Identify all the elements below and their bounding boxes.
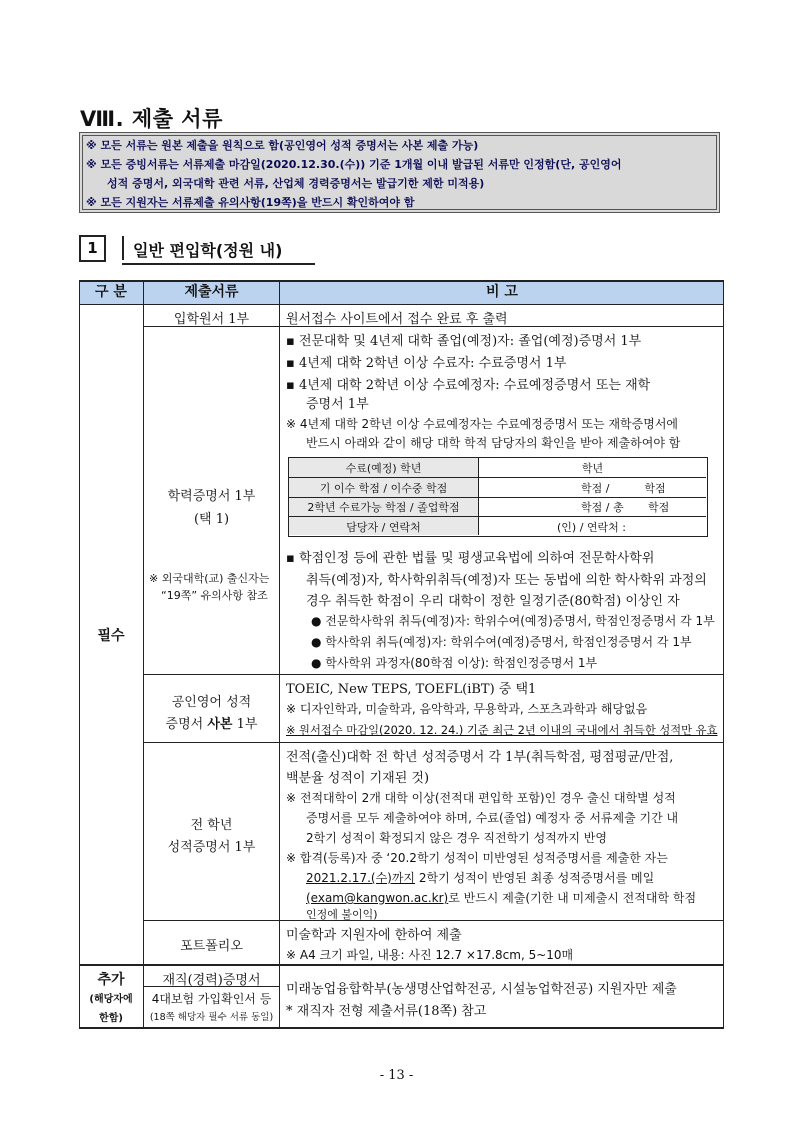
doc-english: 공인영어 성적 <box>171 695 252 710</box>
remark-application: 원서접수 사이트에서 접수 완료 후 출력 <box>286 312 508 327</box>
accredit-line: ▪ 학점인정 등에 관한 법률 및 평생교육법에 의하여 전문학사학위 <box>286 551 655 566</box>
doc-application: 입학원서 1부 <box>173 312 250 327</box>
transcript-email-link[interactable]: (exam@kangwon.ac.kr) <box>306 891 449 905</box>
table-border-left <box>79 280 80 1029</box>
credit-row-divider <box>289 516 478 517</box>
notice-line: ※ 모든 지원자는 서류제출 유의사항(19쪽)을 반드시 확인하여야 함 <box>86 196 415 209</box>
notice-line: ※ 모든 서류는 원본 제출을 원칙으로 함(공인영어 성적 증명서는 사본 제출 가능) <box>86 139 479 152</box>
credit-label: 2학년 수료가능 학점 / 졸업학점 <box>307 501 460 514</box>
transcript-line: 2학기 성적이 확정되지 않은 경우 직전학기 성적까지 반영 <box>306 831 607 845</box>
credit-value: 학년 <box>581 462 604 475</box>
accredit-line: 취득(예정)자, 학사학위취득(예정)자 또는 동법에 의한 학사학위 과정의 <box>306 573 707 588</box>
transcript-line: 증명서를 모두 제출하여야 하며, 수료(졸업) 예정자 중 서류제출 기간 내 <box>306 811 679 825</box>
transcript-line: ※ 합격(등록)자 중 ‘20.2학기 성적이 미반영된 성적증명서를 제출한 자는 <box>286 851 668 865</box>
transcript-line: 인정에 불이익) <box>306 908 378 921</box>
additional-remark: * 재직자 전형 제출서류(18쪽) 참고 <box>286 1004 487 1019</box>
english-remark: ※ 원서접수 마감일(2020. 12. 24.) 기준 최근 2년 이내의 국내에서 취득한 성적만 유효 <box>286 724 718 737</box>
doc-employment: 재직(경력)증명서 <box>162 973 261 988</box>
notice-line: 성적 증명서, 외국대학 관련 서류, 산업체 경력증명서는 발급기한 제한 미적용) <box>107 177 485 190</box>
english-remark: TOEIC, New TEPS, TOEFL(iBT) 중 택1 <box>286 682 537 697</box>
column-divider <box>143 280 144 1029</box>
transcript-line-text: 로 반드시 제출(기한 내 미제출시 전적대학 학점 <box>448 891 697 905</box>
doc-portfolio: 포트폴리오 <box>180 939 243 954</box>
education-bullet: ▪ 전문대학 및 4년제 대학 졸업(예정)자: 졸업(예정)증명서 1부 <box>286 334 642 349</box>
transcript-line: 백분율 성적이 기재된 것) <box>286 771 430 786</box>
education-note: ※ 4년제 대학 2학년 이상 수료예정자는 수료예정증명서 또는 재학증명서에 <box>286 417 679 431</box>
row-divider <box>143 920 724 921</box>
transcript-line-text: 2학기 성적이 반영된 최종 성적증명서를 메일 <box>418 871 655 885</box>
subsection-underline <box>122 263 315 265</box>
category-optional: 추가 <box>97 972 125 988</box>
transcript-deadline: 2021.2.17.(수)까지 <box>306 871 416 885</box>
row-divider <box>143 742 724 743</box>
table-border-right <box>723 280 724 1029</box>
section-title: Ⅷ. 제출 서류 <box>80 107 223 131</box>
accredit-sub-bullet: ● 학사학위 과정자(80학점 이상): 학점인정증명서 1부 <box>311 656 598 670</box>
doc-education-note: “19쪽” 유의사항 참조 <box>161 589 268 602</box>
education-note: 반드시 아래와 같이 해당 대학 학적 담당자의 확인을 받아 제출하여야 함 <box>306 436 681 450</box>
transcript-line <box>306 869 654 886</box>
table-border-bottom <box>79 1027 724 1029</box>
notice-line: ※ 모든 증빙서류는 서류제출 마감일(2020.12.30.(수)) 기준 1개월 이내 발급된 서류만 인정함(단, 공인영어 <box>86 158 622 171</box>
portfolio-remark: 미술학과 지원자에 한하여 제출 <box>286 928 462 943</box>
doc-english-count: 1부 <box>232 717 258 732</box>
table-border-top <box>79 280 724 282</box>
credit-row-divider <box>289 477 478 478</box>
english-remark: ※ 디자인학과, 미술학과, 음악학과, 무용학과, 스포츠과학과 해당없음 <box>286 702 648 716</box>
subsection-bar <box>122 236 124 260</box>
row-divider-strong <box>79 964 724 966</box>
category-optional-note: 한함) <box>99 1013 123 1024</box>
education-bullet: ▪ 4년제 대학 2학년 이상 수료자: 수료증명서 1부 <box>286 356 567 371</box>
documents-table <box>79 280 724 1030</box>
doc-english-copy-emph: 사본 <box>207 717 233 732</box>
credit-value: 학점 / 학점 <box>581 482 666 495</box>
column-divider <box>279 280 280 1029</box>
credit-confirmation-table <box>288 457 708 537</box>
transcript-line: 전적(출신)대학 전 학년 성적증명서 각 1부(취득학점, 평점평균/만점, <box>286 750 674 765</box>
credit-label: 담당자 / 연락처 <box>346 521 421 534</box>
header-documents: 제출서류 <box>144 280 279 304</box>
accredit-line: 경우 취득한 학점이 우리 대학이 정한 일정기준(80학점) 이상인 자 <box>306 594 680 609</box>
credit-value: (인) / 연락처 : <box>557 521 626 534</box>
education-bullet: ▪ 4년제 대학 2학년 이상 수료예정자: 수료예정증명서 또는 재학 <box>286 378 651 393</box>
doc-education-choice: (택 1) <box>193 512 230 527</box>
doc-english-copy <box>144 713 279 732</box>
doc-education: 학력증명서 1부 <box>167 489 256 504</box>
doc-education-note: ※ 외국대학(교) 출신자는 <box>149 572 270 585</box>
credit-label: 수료(예정) 학년 <box>345 462 422 475</box>
doc-english-label: 증명서 <box>165 717 208 732</box>
transcript-line <box>306 889 696 906</box>
credit-label: 기 이수 학점 / 이수중 학점 <box>319 482 448 495</box>
header-category: 구 분 <box>79 280 143 304</box>
education-bullet-cont: 증명서 1부 <box>306 397 369 412</box>
credit-row-divider <box>289 497 478 498</box>
additional-remark: 미래농업융합학부(농생명산업학전공, 시설농업학전공) 지원자만 제출 <box>286 982 677 997</box>
notice-box <box>79 132 720 213</box>
credit-value: 학점 / 총 학점 <box>581 501 670 514</box>
header-divider <box>79 304 724 305</box>
category-optional-note: (해당자에 <box>89 994 133 1005</box>
doc-insurance: 4대보험 가입확인서 등 <box>151 992 272 1006</box>
portfolio-remark: ※ A4 크기 파일, 내용: 사진 12.7 ×17.8cm, 5~10매 <box>286 948 574 962</box>
doc-transcript-count: 성적증명서 1부 <box>167 840 256 855</box>
subsection-number: 1 <box>79 235 106 262</box>
header-remarks: 비 고 <box>280 280 724 304</box>
doc-additional-note: (18쪽 해당자 필수 서류 동일) <box>149 1012 274 1023</box>
subsection-title: 일반 편입학(정원 내) <box>133 241 283 260</box>
row-divider <box>143 674 724 675</box>
transcript-line: ※ 전적대학이 2개 대학 이상(전적대 편입학 포함)인 경우 출신 대학별 성적 <box>286 791 676 805</box>
doc-transcript: 전 학년 <box>190 818 233 833</box>
page-number: - 13 - <box>379 1068 414 1083</box>
accredit-sub-bullet: ● 학사학위 취득(예정)자: 학위수여(예정)증명서, 학점인정증명서 각 1부 <box>311 635 692 649</box>
category-required: 필수 <box>97 628 125 644</box>
accredit-sub-bullet: ● 전문학사학위 취득(예정)자: 학위수여(예정)증명서, 학점인정증명서 각 1부 <box>311 614 715 628</box>
